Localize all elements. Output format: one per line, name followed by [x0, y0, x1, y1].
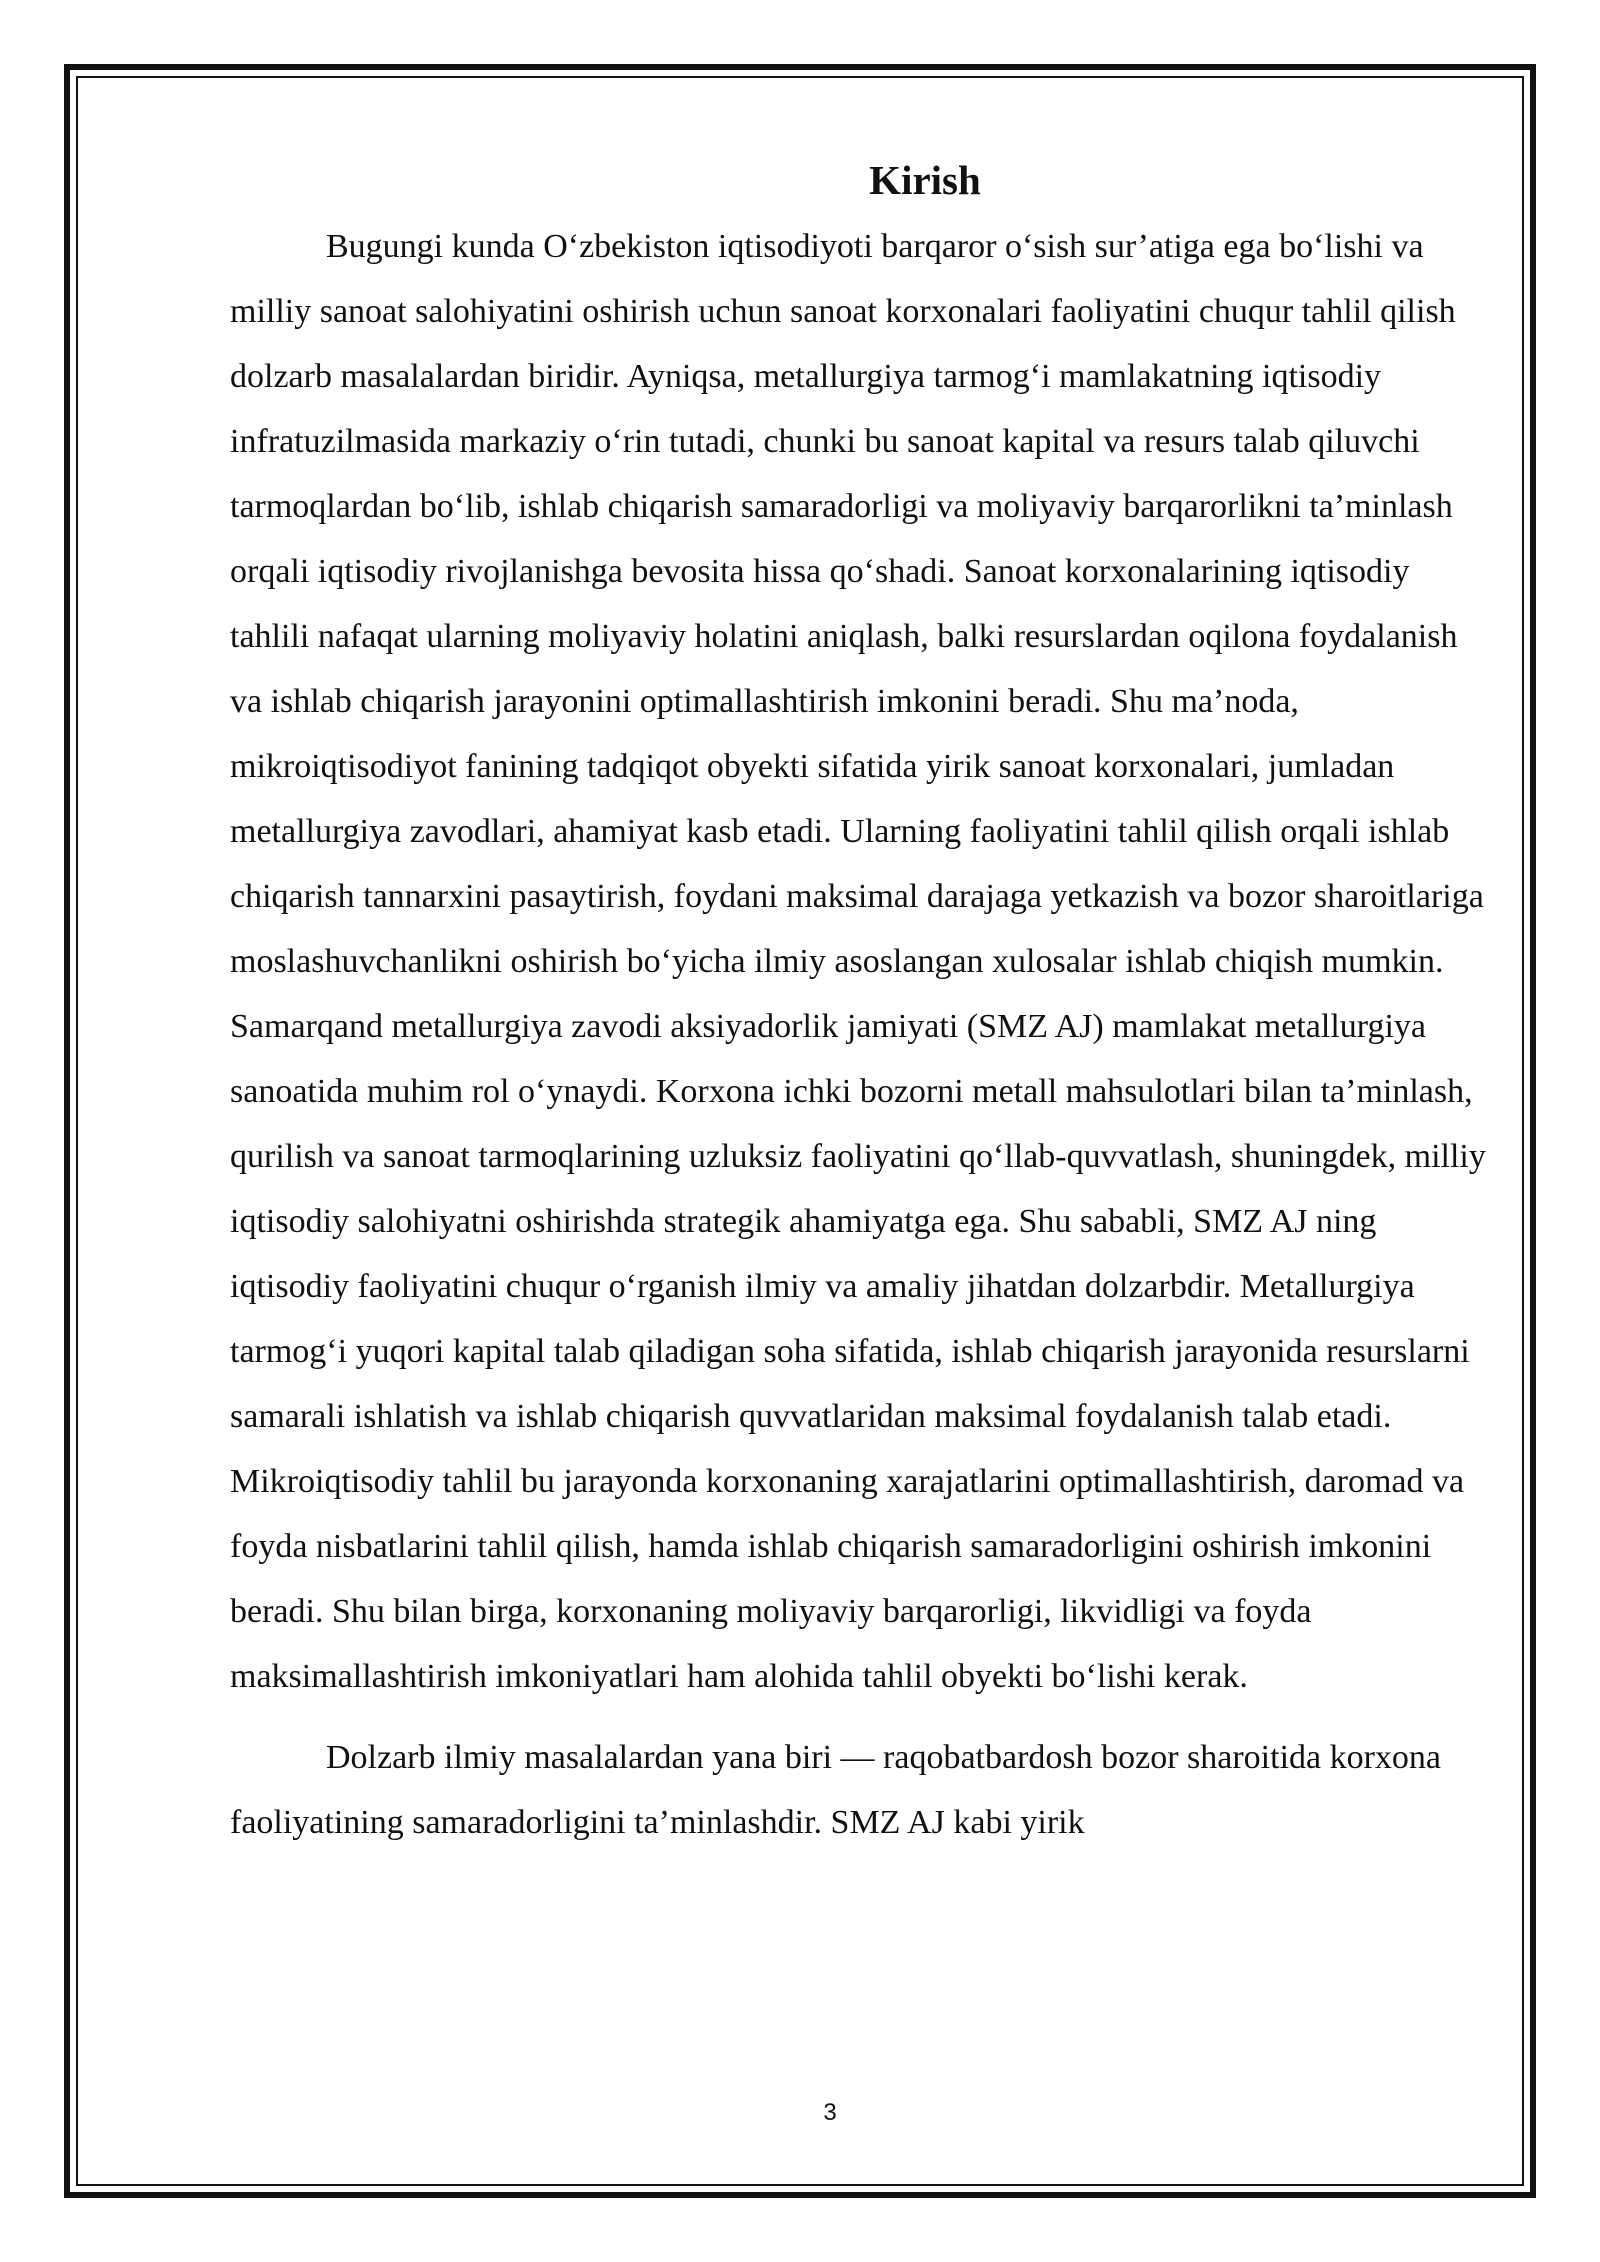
- paragraph-1: Bugungi kunda O‘zbekiston iqtisodiyoti barqaror o‘sish sur’atiga ega bo‘lishi va milliy sanoat salohiyatini oshirish uchun sanoat korxonalari faoliyatini chuqur tahlil qilish dolzarb masalalardan biridir. Ayniqsa, metallurgiya tarmog‘i mamlakatning iqtisodiy infratuzilmasida markaziy o‘rin tutadi, chunki bu sanoat kapital va resurs talab qiluvchi tarmoqlardan bo‘lib, ishlab chiqarish samaradorligi va moliyaviy barqarorlikni ta’minlash orqali iqtisodiy rivojlanishga bevosita hissa qo‘shadi. Sanoat korxonalarining iqtisodiy tahlili nafaqat ularning moliyaviy holatini aniqlash, balki resurslardan oqilona foydalanish va ishlab chiqarish jarayonini optimallashtirish imkonini beradi. Shu ma’noda, mikroiqtisodiyot fanining tadqiqot obyekti sifatida yirik sanoat korxonalari, jumladan metallurgiya zavodlari, ahamiyat kasb etadi. Ularning faoliyatini tahlil qilish orqali ishlab chiqarish tannarxini pasaytirish, foydani maksimal darajaga yetkazish va bozor sharoitlariga moslashuvchanlikni oshirish bo‘yicha ilmiy asoslangan xulosalar ishlab chiqish mumkin. Samarqand metallurgiya zavodi aksiyadorlik jamiyati (SMZ AJ) mamlakat metallurgiya sanoatida muhim rol o‘ynaydi. Korxona ichki bozorni metall mahsulotlari bilan ta’minlash, qurilish va sanoat tarmoqlarining uzluksiz faoliyatini qo‘llab-quvvatlash, shuningdek, milliy iqtisodiy salohiyatni oshirishda strategik ahamiyatga ega. Shu sababli, SMZ AJ ning iqtisodiy faoliyatini chuqur o‘rganish ilmiy va amaliy jihatdan dolzarbdir. Metallurgiya tarmog‘i yuqori kapital talab qiladigan soha sifatida, ishlab chiqarish jarayonida resurslarni samarali ishlatish va ishlab chiqarish quvvatlaridan maksimal foydalanish talab etadi. Mikroiqtisodiy tahlil bu jarayonda korxonaning xarajatlarini optimallashtirish, daromad va foyda nisbatlarini tahlil qilish, hamda ishlab chiqarish samaradorligini oshirish imkonini beradi. Shu bilan birga, korxonaning moliyaviy barqarorligi, likvidligi va foyda maksimallashtirish imkoniyatlari ham alohida tahlil obyekti bo‘lishi kerak.: [230, 228, 1486, 1695]
- page-number: 3: [823, 2099, 837, 2126]
- document-body: [230, 150, 1490, 1855]
- section-title: Kirish: [869, 157, 981, 203]
- paragraph-2: Dolzarb ilmiy masalalardan yana biri — raqobatbardosh bozor sharoitida korxona faoliyatining samaradorligini ta’minlashdir. SMZ AJ kabi yirik: [230, 1739, 1442, 1841]
